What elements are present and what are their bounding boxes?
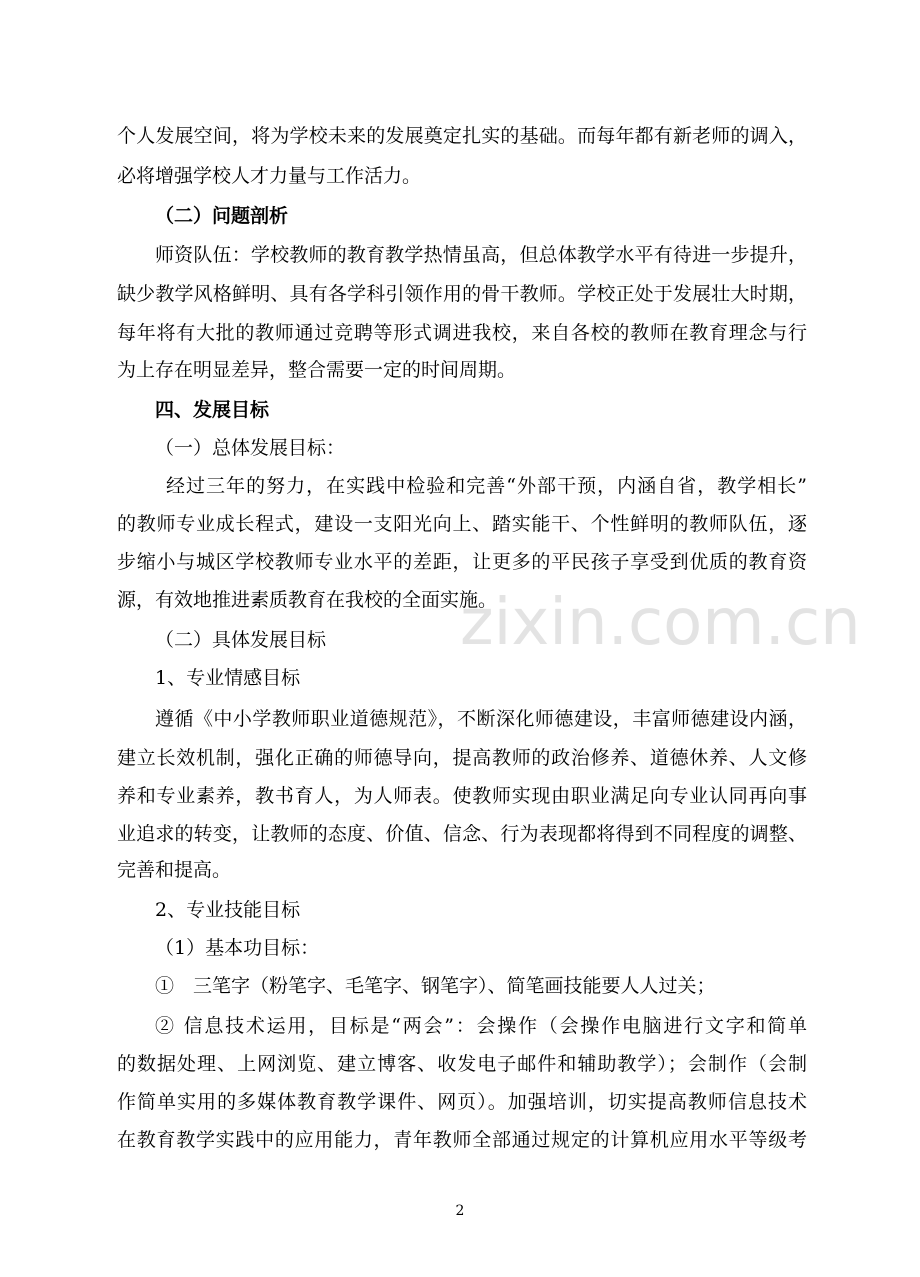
page-number: 2	[455, 1203, 465, 1219]
paragraph-line: 遵循《中小学教师职业道德规范》，不断深化师德建设，丰富师德建设内涵，	[155, 708, 807, 730]
paragraph-line: 作简单实用的多媒体教育教学课件、网页）。加强培训，切实提高教师信息技术	[117, 1091, 807, 1113]
paragraph-line: 缺少教学风格鲜明、具有各学科引领作用的骨干教师。学校正处于发展壮大时期，	[117, 283, 807, 305]
paragraph-line: 在教育教学实践中的应用能力，青年教师全部通过规定的计算机应用水平等级考	[117, 1129, 807, 1151]
subsection-heading: （二）具体发展目标	[155, 629, 327, 651]
subsection-heading: 1、专业情感目标	[155, 667, 301, 689]
section-heading: （二）问题剖析	[155, 205, 289, 227]
paragraph-line: 的数据处理、上网浏览、建立博客、收发电子邮件和辅助教学）；会制作（会制	[117, 1053, 807, 1075]
paragraph-line: 步缩小与城区学校教师专业水平的差距，让更多的平民孩子享受到优质的教育资	[117, 551, 807, 573]
paragraph-line: 建立长效机制，强化正确的师德导向，提高教师的政治修养、道德休养、人文修	[117, 747, 807, 769]
subsection-heading: 2、专业技能目标	[155, 899, 301, 921]
paragraph-line: 业追求的转变，让教师的态度、价值、信念、行为表现都将得到不同程度的调整、	[117, 823, 807, 845]
paragraph-line: 的教师专业成长程式，建设一支阳光向上、踏实能干、个性鲜明的教师队伍，逐	[117, 513, 807, 535]
paragraph-line: 师资队伍：学校教师的教育教学热情虽高，但总体教学水平有待进一步提升，	[155, 244, 807, 266]
list-item: ② 信息技术运用，目标是“两会”：会操作（会操作电脑进行文字和简单	[155, 1015, 807, 1037]
paragraph-line: 个人发展空间，将为学校未来的发展奠定扎实的基础。而每年都有新老师的调入，	[117, 125, 807, 147]
paragraph-line: 完善和提高。	[117, 859, 232, 881]
subsection-heading: （1）基本功目标：	[155, 937, 320, 959]
paragraph-line: 经过三年的努力，在实践中检验和完善“外部干预，内涵自省，教学相长”	[166, 475, 807, 497]
paragraph-line: 每年将有大批的教师通过竞聘等形式调进我校，来自各校的教师在教育理念与行	[117, 322, 807, 344]
list-item: ① 三笔字（粉笔字、毛笔字、钢笔字）、简笔画技能要人人过关；	[155, 975, 716, 997]
paragraph-line: 养和专业素养，教书育人，为人师表。使教师实现由职业满足向专业认同再向事	[117, 785, 807, 807]
watermark-text: zixin.com.cn	[460, 586, 861, 660]
paragraph-line: 源，有效地推进素质教育在我校的全面实施。	[117, 589, 498, 611]
paragraph-line: 为上存在明显差异，整合需要一定的时间周期。	[117, 359, 517, 381]
section-heading: 四、发展目标	[155, 399, 270, 421]
subsection-heading: （一）总体发展目标：	[155, 437, 346, 459]
paragraph-line: 必将增强学校人才力量与工作活力。	[117, 165, 422, 187]
